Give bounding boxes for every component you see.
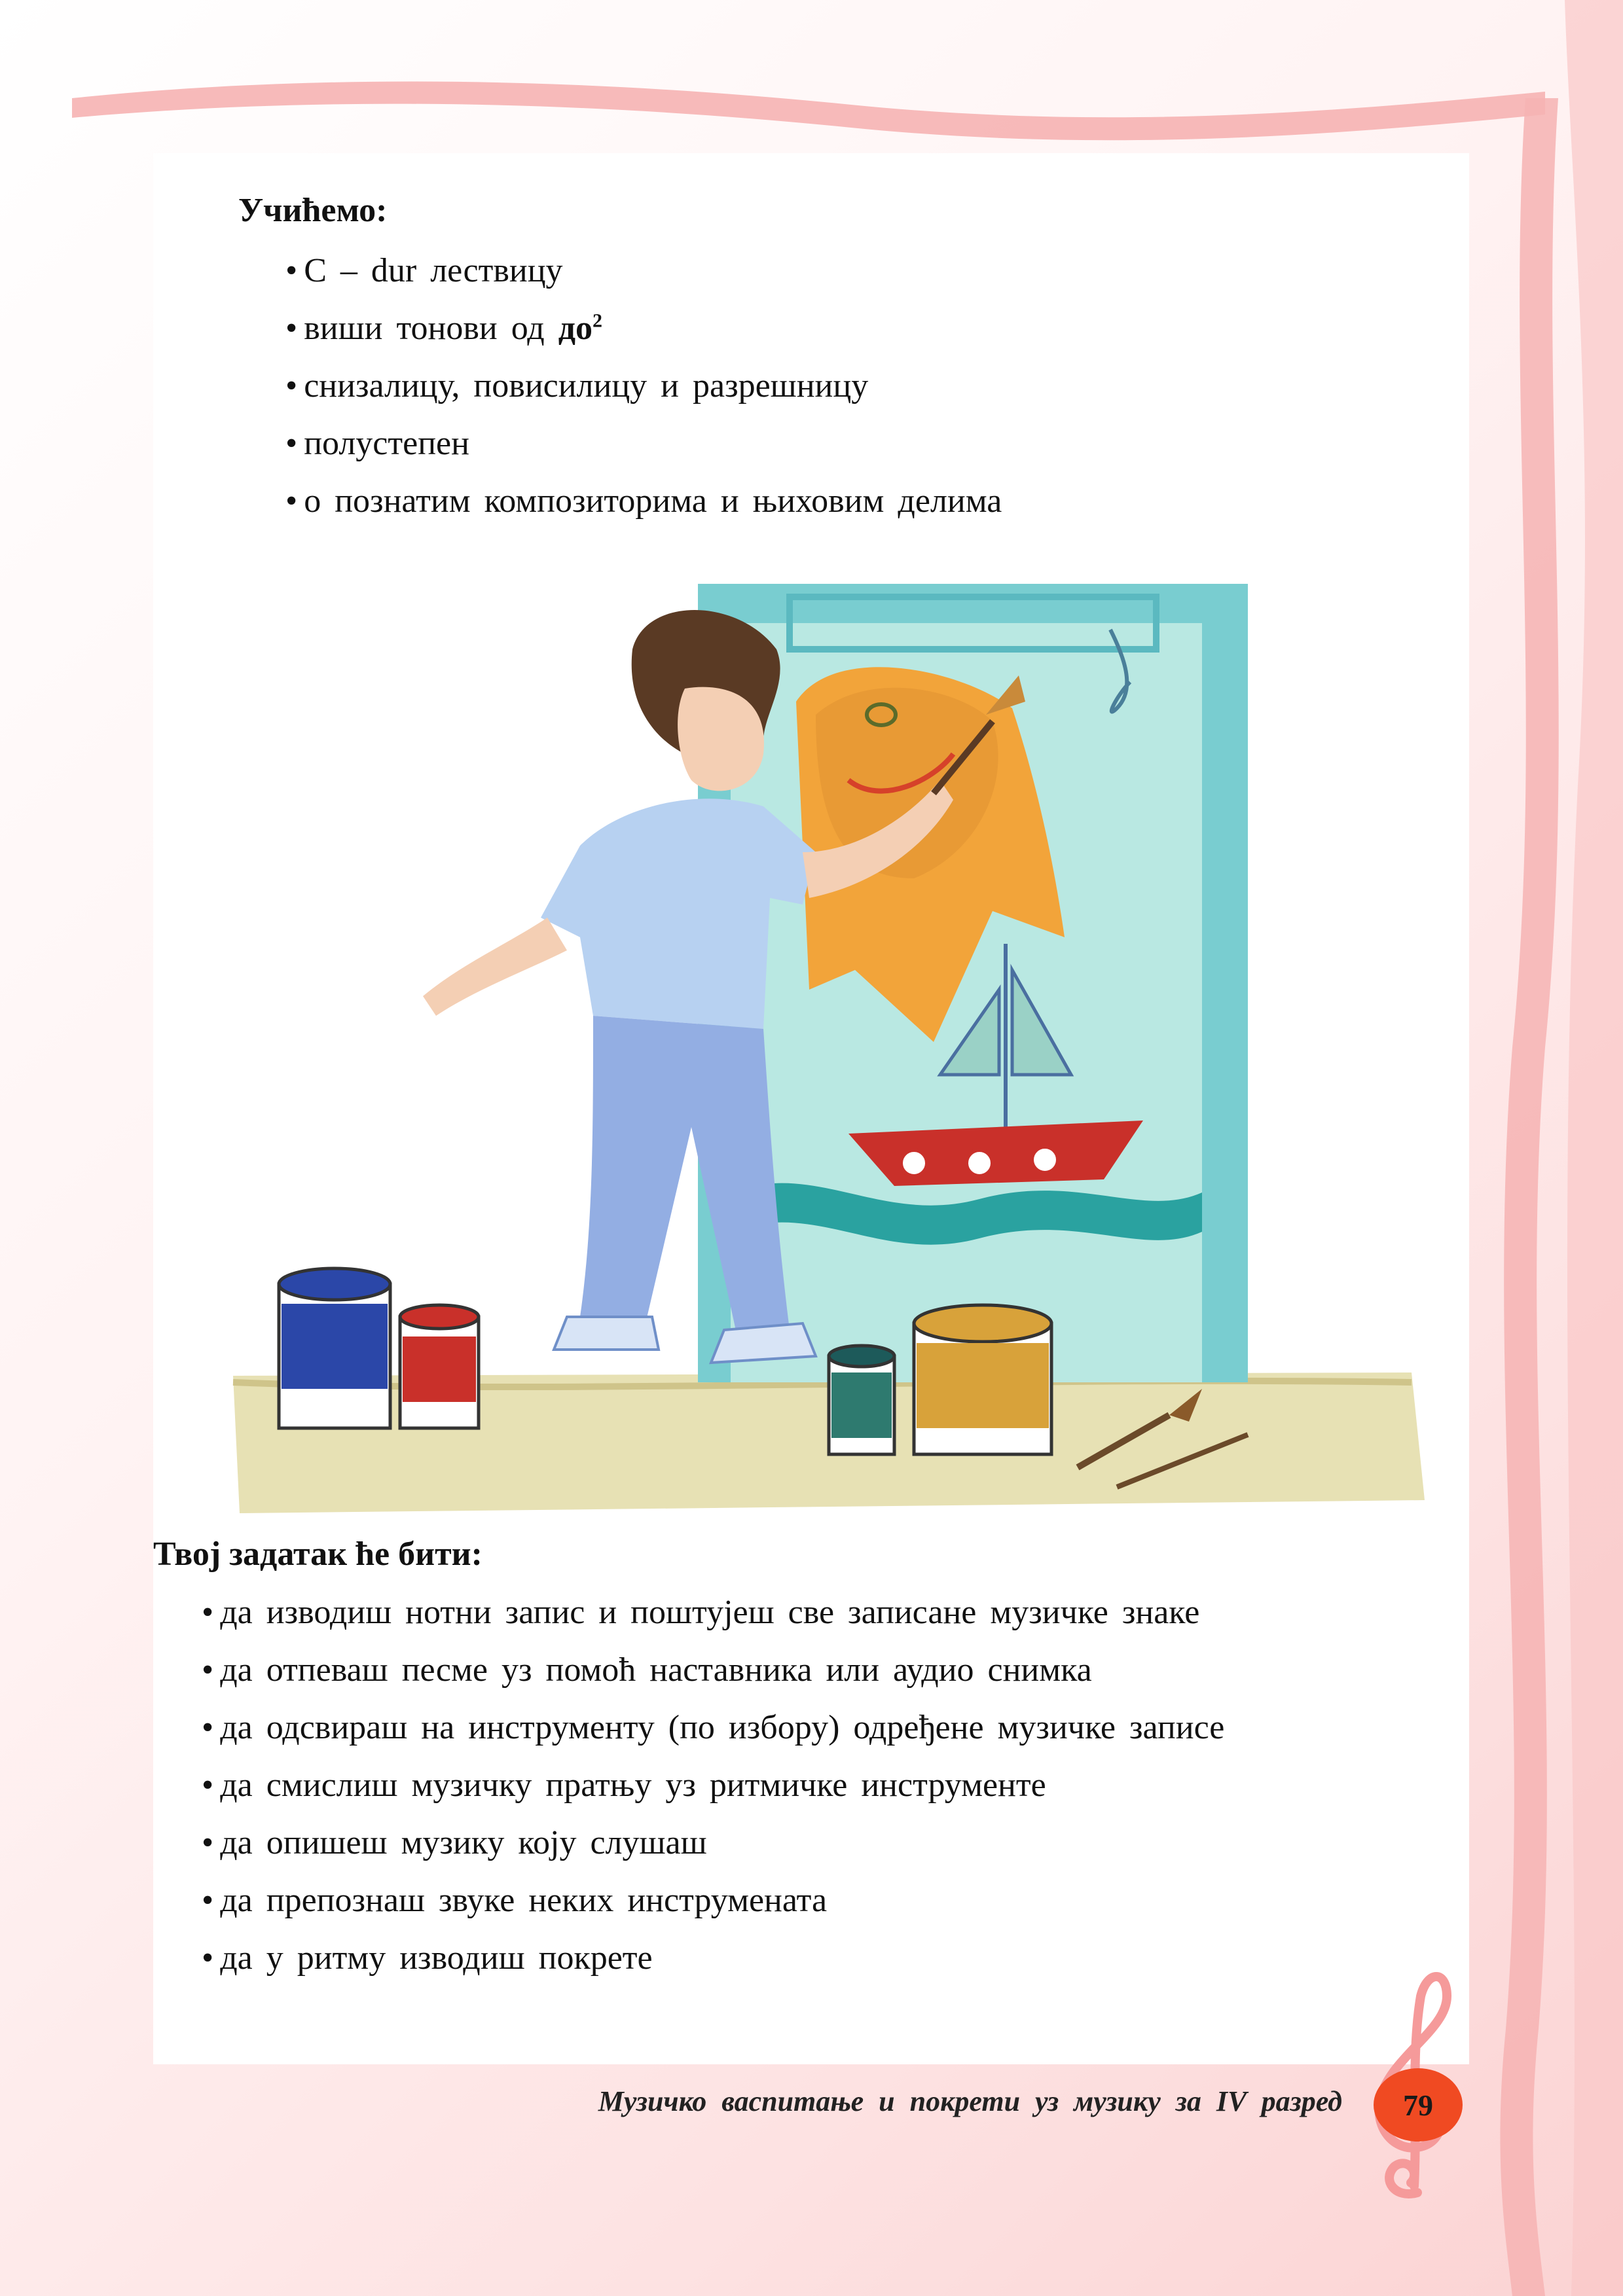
- learn-item-composers: • о познатим композиторима и њиховим делима: [285, 473, 1002, 530]
- learn-item-c-dur: • C – dur лествицу: [285, 242, 1002, 300]
- page-number: 79: [1403, 2088, 1433, 2122]
- task-item: • да одсвираш на инструменту (по избору) одређене музичке записе: [202, 1699, 1224, 1757]
- octave-exponent: 2: [593, 310, 602, 332]
- task-item: • да препознаш звуке неких инструмената: [202, 1872, 1224, 1929]
- task-list: [202, 1584, 1224, 1987]
- task-item: • да у ритму изводиш покрете: [202, 1929, 1224, 1987]
- illustration-boy-painting: [227, 571, 1431, 1524]
- learn-list: [285, 242, 1002, 530]
- book-title: Музичко васпитање и покрети уз музику за IV разред: [598, 2085, 1342, 2117]
- higher-tones-text: виши тонови од: [304, 310, 545, 347]
- learn-item-accidentals: • снизалицу, повисилицу и разрешницу: [285, 357, 1002, 415]
- learn-heading: Учићемо:: [238, 192, 388, 229]
- note-do: до: [558, 310, 593, 347]
- learn-item-semitone: • полустепен: [285, 415, 1002, 473]
- task-item: • да изводиш нотни запис и поштујеш све записане музичке знаке: [202, 1584, 1224, 1641]
- task-item: • да отпеваш песме уз помоћ наставника или аудио снимка: [202, 1641, 1224, 1699]
- task-heading: Твој задатак ће бити:: [153, 1535, 483, 1573]
- task-item: • да смислиш музичку пратњу уз ритмичке инструменте: [202, 1757, 1224, 1814]
- learn-item-higher-tones: [285, 300, 1002, 357]
- task-item: • да опишеш музику коју слушаш: [202, 1814, 1224, 1872]
- page-number-badge: [1374, 2068, 1463, 2142]
